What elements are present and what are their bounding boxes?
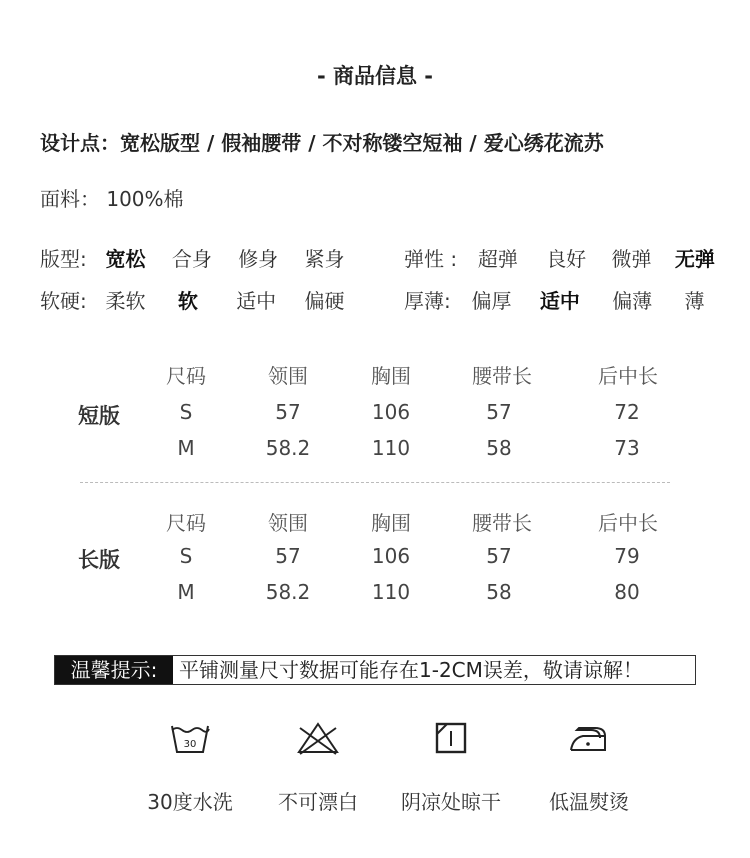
care-item-low-iron (519, 720, 659, 815)
table-cell: 110 (371, 580, 411, 604)
table-cell: 73 (614, 436, 640, 460)
table-divider (80, 482, 670, 483)
attr-option: 紧身 (304, 247, 345, 271)
care-item-no-bleach (248, 720, 388, 815)
fabric-info: 面料： 100%棉 (40, 187, 184, 211)
attr-option: 软 (177, 289, 198, 313)
attr-option: 适中 (236, 289, 277, 313)
table-header: 后中长 (598, 511, 658, 535)
table-cell: 58 (486, 436, 512, 460)
design-points: 设计点：宽松版型 / 假袖腰带 / 不对称镂空短袖 / 爱心绣花流苏 (40, 131, 604, 155)
table-header: 领围 (268, 511, 308, 535)
attr-option: 合身 (171, 247, 212, 271)
attr-option: 超弹 (477, 247, 518, 271)
table-header: 腰带长 (472, 511, 532, 535)
attr-label: 弹性 : (404, 247, 458, 271)
table-cell: 58.2 (265, 436, 311, 460)
attr-option: 无弹 (674, 247, 715, 271)
table-cell: 110 (371, 436, 411, 460)
wash-temp: 30 (183, 739, 197, 750)
attr-option: 偏硬 (304, 289, 345, 313)
attr-softness (40, 285, 345, 314)
attr-option: 修身 (238, 247, 279, 271)
table-header: 尺码 (166, 364, 206, 388)
attr-thickness (404, 285, 705, 314)
table-cell: M (177, 436, 195, 460)
table-header: 后中长 (598, 364, 658, 388)
table-cell: 79 (614, 544, 640, 568)
table-header: 领围 (268, 364, 308, 388)
attr-option: 薄 (684, 289, 705, 313)
attr-option: 适中 (539, 289, 580, 313)
attr-option: 偏厚 (471, 289, 512, 313)
table-cell: 58.2 (265, 580, 311, 604)
table-cell: 57 (275, 544, 301, 568)
table-cell: S (179, 544, 193, 568)
table-group-label: 短版 (78, 404, 120, 428)
shade-dry-icon (433, 720, 469, 756)
wash-30-icon (169, 720, 211, 756)
attr-label: 版型: (40, 247, 87, 271)
attr-label: 软硬: (40, 289, 87, 313)
care-label: 不可漂白 (278, 790, 358, 814)
table-group-label: 长版 (78, 548, 120, 572)
attr-option: 宽松 (105, 247, 146, 271)
table-cell: M (177, 580, 195, 604)
section-title: - 商品信息 - (316, 64, 434, 88)
notice-bar (54, 655, 696, 685)
table-header: 胸围 (371, 364, 411, 388)
notice-text: 平铺测量尺寸数据可能存在1-2CM误差，敬请谅解！ (179, 658, 643, 682)
care-item-wash (120, 720, 260, 815)
care-label: 阴凉处晾干 (401, 790, 501, 814)
table-cell: 57 (486, 544, 512, 568)
notice-label: 温馨提示: (55, 656, 173, 684)
table-cell: 106 (371, 544, 411, 568)
table-header: 尺码 (166, 511, 206, 535)
table-cell: 72 (614, 400, 640, 424)
care-label: 低温熨烫 (549, 790, 629, 814)
table-cell: 106 (371, 400, 411, 424)
table-cell: 80 (614, 580, 640, 604)
attr-elasticity (404, 243, 715, 272)
attr-option: 良好 (546, 247, 587, 271)
attr-label: 厚薄: (404, 289, 451, 313)
low-iron-icon (567, 720, 611, 756)
table-header: 腰带长 (472, 364, 532, 388)
care-item-shade-dry (381, 720, 521, 815)
no-bleach-icon (296, 720, 340, 756)
table-cell: S (179, 400, 193, 424)
attr-option: 柔软 (105, 289, 146, 313)
table-cell: 57 (275, 400, 301, 424)
attr-option: 微弹 (611, 247, 652, 271)
table-cell: 57 (486, 400, 512, 424)
attr-fit (40, 243, 365, 272)
attr-option: 偏薄 (612, 289, 653, 313)
care-label: 30度水洗 (147, 790, 233, 814)
table-cell: 58 (486, 580, 512, 604)
table-header: 胸围 (371, 511, 411, 535)
